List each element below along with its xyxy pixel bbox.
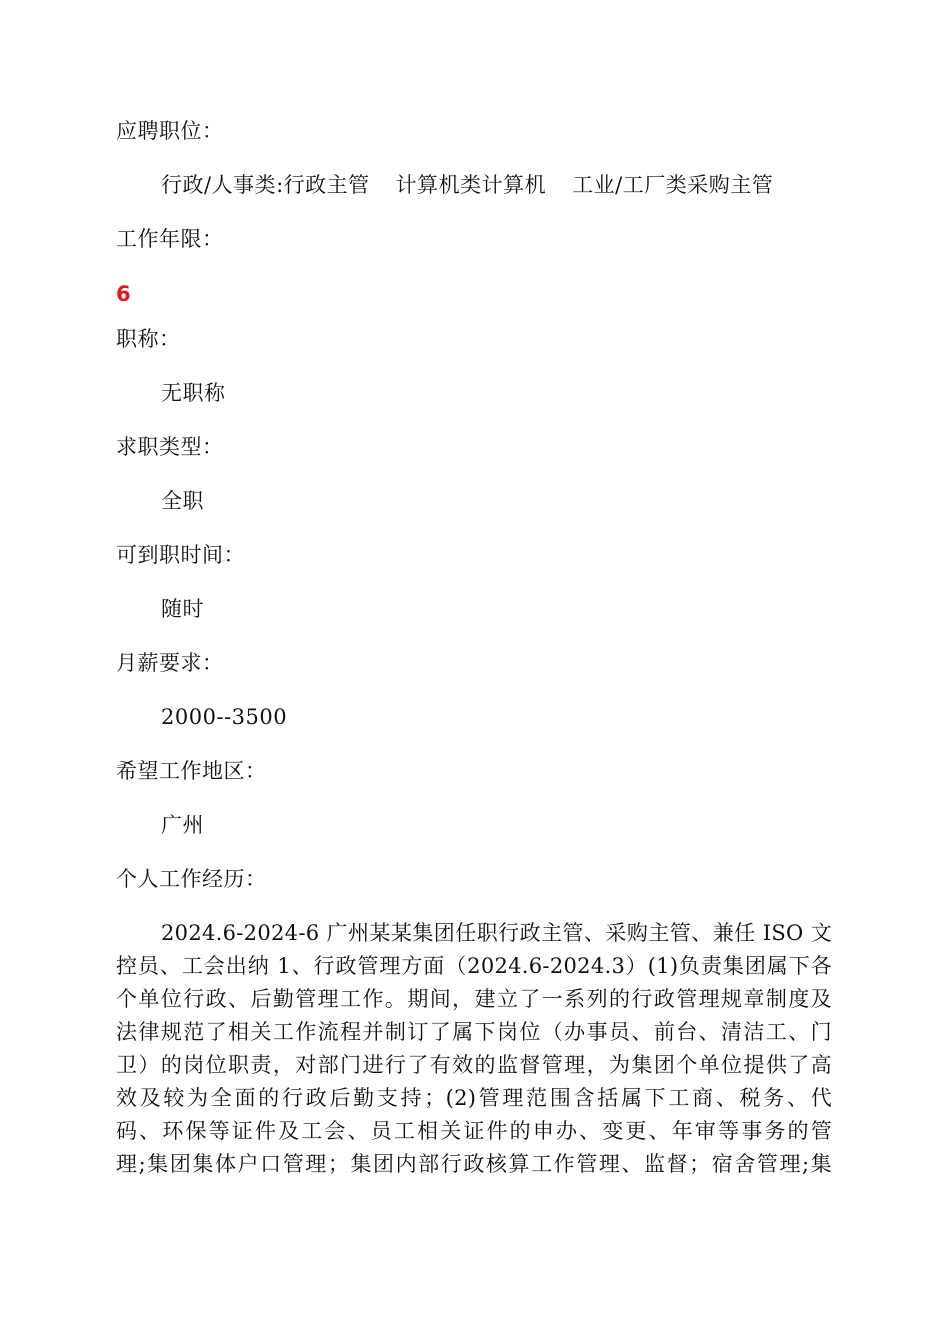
positions-list [161, 171, 773, 199]
experience-paragraph [116, 917, 832, 1181]
experience-line-4: 法律规范了相关工作流程并制订了属下岗位（办事员、前台、清洁工、门 [116, 1020, 832, 1044]
experience-line-3: 个单位行政、后勤管理工作。期间，建立了一系列的行政管理规章制度及 [116, 987, 832, 1011]
experience-line-8: 理;集团集体户口管理；集团内部行政核算工作管理、监督；宿舍管理;集 [116, 1152, 832, 1176]
title-label: 职称： [116, 327, 181, 351]
experience-line-7: 码、环保等证件及工会、员工相关证件的申办、变更、年审等事务的管 [116, 1119, 832, 1143]
salary-value: 2000--3500 [161, 705, 288, 729]
job-type-label: 求职类型： [116, 435, 224, 459]
years-value: 6 [116, 282, 131, 306]
experience-line-1: 2024.6-2024-6 广州某某集团任职行政主管、采购主管、兼任 ISO 文 [161, 921, 832, 945]
region-value: 广州 [161, 813, 204, 837]
experience-line-5: 卫）的岗位职责，对部门进行了有效的监督管理，为集团个单位提供了高 [116, 1053, 832, 1077]
experience-line-6: 效及较为全面的行政后勤支持；(2)管理范围含括属下工商、税务、代 [116, 1086, 832, 1110]
title-value: 无职称 [161, 381, 226, 405]
job-type-value: 全职 [161, 489, 204, 513]
start-label: 可到职时间： [116, 543, 245, 567]
position-item-2: 计算机类计算机 [395, 173, 547, 197]
start-value: 随时 [161, 597, 204, 621]
position-item-3: 工业/工厂类采购主管 [572, 173, 774, 197]
experience-label: 个人工作经历： [116, 867, 267, 891]
position-item-1: 行政/人事类:行政主管 [161, 173, 370, 197]
region-label: 希望工作地区： [116, 759, 267, 783]
position-label: 应聘职位： [116, 119, 224, 143]
years-label: 工作年限： [116, 227, 224, 251]
salary-label: 月薪要求： [116, 651, 224, 675]
experience-line-2: 控员、工会出纳 1、行政管理方面（2024.6-2024.3）(1)负责集团属下各 [116, 954, 832, 978]
